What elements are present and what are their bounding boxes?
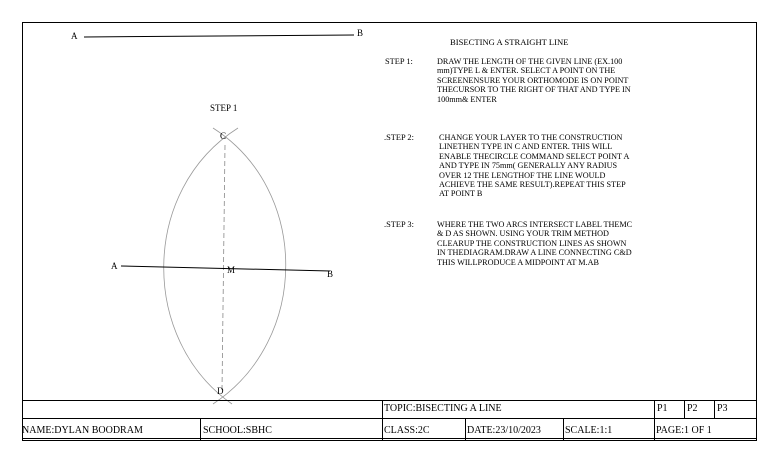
page-field: PAGE:1 OF 1: [656, 425, 712, 436]
point-m-label: M: [227, 265, 236, 275]
point-d-label: D: [217, 386, 224, 396]
step-1-label: STEP 1:: [385, 57, 413, 66]
step-3-text: WHERE THE TWO ARCS INTERSECT LABEL THEMC & D AS SHOWN. USING YOUR TRIM METHOD CLEARUP THE CONSTRUCTION LINES AS SHOWN IN THEDIAGRAM.DRAW A LINE CONNECTING C&D THIS WILLPRODUCE A MIDPOINT AT M.AB: [437, 220, 633, 267]
school-field: SCHOOL:SBHC: [203, 425, 272, 436]
step-2-label: .STEP 2:: [384, 133, 414, 142]
given-line: [84, 35, 354, 37]
topic-field: TOPIC:BISECTING A LINE: [384, 403, 502, 414]
title-block-divider-p3: [714, 400, 715, 418]
title-block-divider-1: [382, 400, 383, 440]
scale-field: SCALE:1:1: [565, 425, 613, 436]
title-block-top-rule: [22, 400, 757, 401]
title-block-divider-date: [465, 418, 466, 440]
step-2-text: CHANGE YOUR LAYER TO THE CONSTRUCTION LINETHEN TYPE IN C AND ENTER. THIS WILL ENABLE THECIRCLE COMMAND SELECT POINT A AND TYPE IN 75mm( GENERALLY ANY RADIUS OVER 12 THE LENGTHOF THE LINE WOULD ACHIEVE THE SAME RESULT).REPEAT THIS STEP AT POINT B: [439, 133, 630, 199]
instructions-title: BISECTING A STRAIGHT LINE: [450, 37, 569, 47]
title-block-divider-p2: [684, 400, 685, 418]
date-field: DATE:23/10/2023: [467, 425, 541, 436]
name-field: NAME:DYLAN BOODRAM: [22, 425, 143, 436]
step-caption: STEP 1: [210, 103, 238, 113]
page-tab-p1: P1: [657, 403, 668, 414]
title-block-name-underline: [22, 438, 757, 439]
title-block-divider-2: [654, 400, 655, 440]
step-1-text: DRAW THE LENGTH OF THE GIVEN LINE (EX.100 mm)TYPE L & ENTER. SELECT A POINT ON THE SCREENENSURE YOUR ORTHOMODE IS ON POINT THECURSOR TO THE RIGHT OF THAT AND TYPE IN 100mm& ENTER: [437, 57, 631, 104]
class-field: CLASS:2C: [384, 425, 430, 436]
page-tab-p3: P3: [717, 403, 728, 414]
title-block-divider-school: [200, 418, 201, 440]
point-a-label: A: [111, 261, 118, 271]
point-b-label: B: [327, 269, 334, 279]
bisector-line: [222, 145, 225, 390]
top-line-label-a: A: [71, 31, 78, 41]
page-tab-p2: P2: [687, 403, 698, 414]
title-block-divider-scale: [563, 418, 564, 440]
title-block-mid-rule: [22, 418, 757, 419]
top-line-label-b: B: [357, 28, 364, 38]
line-ab: [121, 266, 330, 271]
step-3-label: .STEP 3:: [384, 220, 414, 229]
point-c-label: C: [220, 131, 227, 141]
